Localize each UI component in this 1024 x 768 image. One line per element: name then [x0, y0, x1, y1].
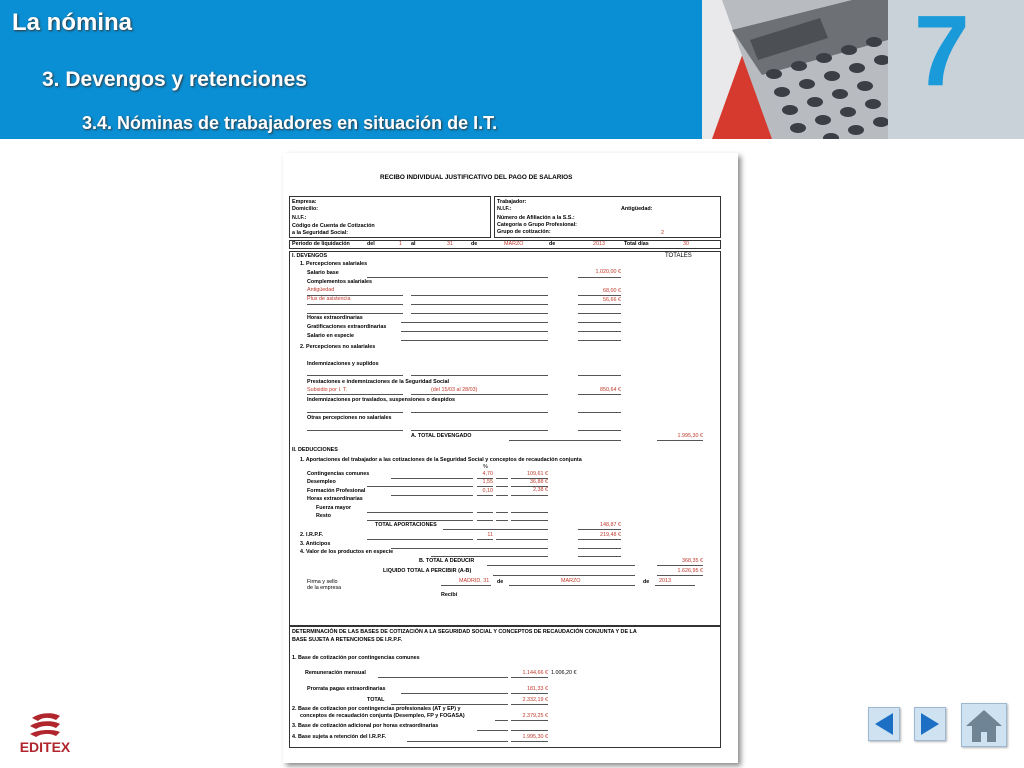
rule	[487, 565, 635, 566]
subsidio-concept: Subsidio por I. T.	[307, 387, 348, 393]
anio-fecha: 2013	[659, 578, 671, 584]
calculator-image	[702, 0, 888, 139]
rule	[493, 575, 635, 576]
rule	[511, 741, 548, 742]
rule	[578, 430, 621, 431]
indemn-traslados: Indemnizaciones por traslados, suspensiones o despidos	[307, 397, 455, 403]
value-del: 1	[399, 241, 402, 247]
remuneracion-value: 1.144,66 €	[522, 670, 548, 676]
rule	[307, 375, 403, 376]
label-antiguedad: Antigüedad:	[621, 206, 653, 212]
bases-heading-1: DETERMINACIÓN DE LAS BASES DE COTIZACIÓN A LA SEGURIDAD SOCIAL Y CONCEPTOS DE RECAUDACIÓN CONJUNTA Y DE LA	[292, 629, 637, 635]
label-trabajador: Trabajador:	[497, 199, 527, 205]
liquido-value: 1.626,95 €	[677, 568, 703, 574]
rule	[401, 331, 548, 332]
desempleo-value: 36,88 €	[530, 479, 548, 485]
rule	[411, 394, 548, 395]
rule	[391, 495, 473, 496]
salario-base-value: 1.020,00 €	[595, 269, 621, 275]
editex-logo	[10, 712, 80, 760]
rule	[511, 512, 548, 513]
rule	[411, 412, 548, 413]
value-mes: MARZO	[504, 241, 524, 247]
next-slide-button[interactable]	[914, 707, 946, 741]
payslip-title: RECIBO INDIVIDUAL JUSTIFICATIVO DEL PAGO DE SALARIOS	[380, 174, 573, 181]
label-del: del	[367, 241, 375, 247]
base-cp-value: 2.379,25 €	[522, 713, 548, 719]
rule	[367, 520, 473, 521]
formacion-profesional: Formación Profesional	[307, 488, 366, 494]
total-devengado-label: A. TOTAL DEVENGADO	[411, 433, 472, 439]
rule	[411, 295, 548, 296]
liquido-label: LIQUIDO TOTAL A PERCIBIR (A-B)	[383, 568, 472, 574]
arrow-left-icon	[869, 708, 899, 740]
subsection-title: 3.4. Nóminas de trabajadores en situación de I.T.	[82, 113, 498, 133]
value-total-dias: 30	[683, 241, 689, 247]
rule	[477, 495, 493, 496]
rule	[367, 486, 473, 487]
fuerza-mayor: Fuerza mayor	[316, 505, 352, 511]
rule	[495, 720, 508, 721]
rule	[477, 486, 493, 487]
rule	[578, 412, 621, 413]
rule	[367, 277, 548, 278]
value-grupo: 2	[661, 230, 664, 236]
label-ccc-2: a la Seguridad Social:	[292, 230, 349, 236]
recibi-label: Recibí	[441, 592, 458, 598]
rule	[367, 512, 473, 513]
rule	[511, 730, 548, 731]
complementos: Complementos salariales	[307, 279, 373, 285]
percent-header: %	[483, 464, 488, 470]
label-periodo: Periodo de liquidación	[292, 241, 350, 247]
rule	[307, 430, 403, 431]
rule	[477, 730, 508, 731]
rule	[657, 565, 703, 566]
plus-value: 56,66 €	[603, 297, 621, 303]
chapter-number: 7	[914, 0, 966, 107]
rule	[401, 340, 548, 341]
cc-percent: 4,70	[482, 471, 493, 477]
rule	[441, 585, 491, 586]
label-de-anio: de	[549, 241, 556, 247]
rule	[496, 512, 508, 513]
rule	[391, 704, 508, 705]
firma-label-1: Firma y sello	[307, 579, 338, 585]
label-de-mes: de	[471, 241, 478, 247]
rule	[511, 704, 548, 705]
bases-total-label: TOTAL	[367, 697, 385, 703]
bases-total-value: 2.332,19 €	[522, 697, 548, 703]
rule	[367, 539, 473, 540]
desempleo: Desempleo	[307, 479, 336, 485]
rule	[578, 529, 621, 530]
rule	[496, 478, 508, 479]
horas-extra: Horas extraordinarias	[307, 315, 363, 321]
rule	[378, 677, 508, 678]
rule	[578, 331, 621, 332]
total-aportaciones-value: 148,87 €	[600, 522, 621, 528]
section-title: 3. Devengos y retenciones	[42, 68, 307, 91]
base-irpf-value: 1.995,30 €	[522, 734, 548, 740]
remuneracion-value-2: 1.006,20 €	[551, 670, 577, 676]
rule	[578, 304, 621, 305]
rule	[307, 394, 403, 395]
rule	[578, 394, 621, 395]
indemnizaciones-suplidos: Indemnizaciones y suplidos	[307, 361, 379, 367]
rule	[391, 478, 473, 479]
label-total-dias: Total días	[624, 241, 649, 247]
rule	[578, 375, 621, 376]
antiguedad-value: 68,00 €	[603, 288, 621, 294]
rule	[477, 539, 493, 540]
editex-logo-mark	[10, 712, 80, 740]
rule	[431, 556, 548, 557]
home-button[interactable]	[961, 703, 1007, 747]
subsidio-period: (del 15/03 al 28/03)	[431, 387, 478, 393]
rule	[578, 556, 621, 557]
anticipos: 3. Anticipos	[300, 541, 331, 547]
horas-extra-ded: Horas extraordinarias	[307, 496, 363, 502]
label-empresa: Empresa:	[292, 199, 317, 205]
rule	[578, 295, 621, 296]
rule	[578, 277, 621, 278]
payslip-document	[283, 153, 738, 763]
label-afiliacion: Número de Afiliación a la S.S.:	[497, 215, 575, 221]
rule	[401, 322, 548, 323]
label-domicilio: Domicilio:	[292, 206, 319, 212]
label-grupo: Grupo de cotización:	[497, 229, 551, 235]
label-categoria: Categoría o Grupo Profesional:	[497, 222, 577, 228]
total-aportaciones-label: TOTAL APORTACIONES	[375, 522, 437, 528]
rule	[509, 585, 635, 586]
label-nif-trabajador: N.I.F.:	[497, 206, 512, 212]
resto: Resto	[316, 513, 331, 519]
rule	[578, 322, 621, 323]
rule	[578, 340, 621, 341]
base-cp-1: 2. Base de cotizacion por contingencias profesionales (AT y EP) y	[292, 706, 461, 712]
fp-value: 2,38 €	[533, 487, 548, 493]
bases-heading-2: BASE SUJETA A RETENCIONES DE I.R.P.F.	[292, 637, 403, 643]
desempleo-percent: 1,55	[482, 479, 493, 485]
base-irpf: 4. Base sujeta a retención del I.R.P.F.	[292, 734, 386, 740]
total-deducir-value: 368,35 €	[682, 558, 703, 564]
rule	[401, 693, 508, 694]
rule	[578, 539, 621, 540]
salario-base: Salario base	[307, 270, 339, 276]
remuneracion-mensual: Remuneración mensual	[305, 670, 366, 676]
label-ccc-1: Código de Cuenta de Cotización	[292, 223, 375, 229]
plus-concept: Plus de asistencia	[307, 296, 351, 302]
devengos-heading: I. DEVENGOS	[292, 253, 328, 259]
gratificaciones: Gratificaciones extraordinarias	[307, 324, 387, 330]
arrow-right-icon	[915, 708, 945, 740]
irpf-value: 219,48 €	[600, 532, 621, 538]
aportaciones-heading: 1. Aportaciones del trabajador a las cotizaciones de la Seguridad Social y conceptos de recaudación conjunta	[300, 457, 582, 463]
cc-value: 109,61 €	[527, 471, 548, 477]
rule	[307, 412, 403, 413]
rule	[411, 304, 548, 305]
home-icon	[962, 704, 1006, 746]
value-anio: 2013	[593, 241, 605, 247]
rule	[411, 430, 548, 431]
rule	[496, 495, 508, 496]
firma-label-2: de la empresa	[307, 585, 342, 591]
rule	[443, 529, 548, 530]
prorrata-value: 181,33 €	[527, 686, 548, 692]
salario-especie: Salario en especie	[307, 333, 355, 339]
label-al: al	[411, 241, 416, 247]
total-devengado-value: 1.995,30 €	[677, 433, 703, 439]
base-horas-extra: 3. Base de cotización adicional por horas extraordinarias	[292, 723, 439, 729]
rule	[511, 693, 548, 694]
rule	[496, 486, 508, 487]
rule	[511, 495, 548, 496]
antiguedad-concept: Antigüedad	[307, 287, 335, 293]
rule	[407, 741, 508, 742]
rule	[657, 440, 703, 441]
rule	[477, 520, 493, 521]
rule	[578, 313, 621, 314]
otras-percepciones: Otras percepciones no salariales	[307, 415, 392, 421]
irpf-label: 2. I.R.P.F.	[300, 532, 323, 538]
base-cc: 1. Base de cotización por contingencias comunes	[292, 655, 420, 661]
rule	[307, 304, 403, 305]
productos-especie: 4. Valor de los productos en especie	[300, 549, 394, 555]
rule	[511, 720, 548, 721]
fp-percent: 0,10	[482, 488, 493, 494]
rule	[496, 520, 508, 521]
irpf-percent: 11	[487, 532, 493, 538]
label-de-fecha-2: de	[643, 579, 650, 585]
contingencias-comunes: Contingencias comunes	[307, 471, 370, 477]
prorrata-label: Prorrata pagas extraordinarias	[307, 686, 386, 692]
label-de-fecha-1: de	[497, 579, 504, 585]
rule	[511, 520, 548, 521]
rule	[411, 375, 548, 376]
editex-logo-text: EDITEX	[19, 739, 71, 755]
lugar-fecha: MADRID, 31	[459, 578, 490, 584]
rule	[411, 313, 548, 314]
rule	[307, 313, 403, 314]
deducciones-heading: II. DEDUCCIONES	[292, 447, 338, 453]
rule	[391, 548, 548, 549]
base-cp-2: conceptos de recaudación conjunta (Desempleo, FP y FOGASA)	[300, 713, 465, 719]
chapter-panel	[888, 0, 1024, 139]
rule	[511, 677, 548, 678]
mes-fecha: MARZO	[561, 578, 581, 584]
prev-slide-button[interactable]	[868, 707, 900, 741]
rule	[655, 585, 695, 586]
rule	[578, 548, 621, 549]
totales-heading: TOTALES	[665, 253, 692, 259]
prestaciones-ss: Prestaciones e indemnizaciones de la Seguridad Social	[307, 379, 450, 385]
subsidio-value: 850,64 €	[600, 387, 621, 393]
perc-salariales: 1. Percepciones salariales	[300, 261, 368, 267]
value-al: 31	[447, 241, 453, 247]
slide-title: La nómina	[12, 9, 133, 36]
rule	[509, 440, 621, 441]
rule	[496, 539, 548, 540]
rule	[477, 512, 493, 513]
label-nif-empresa: N.I.F.:	[292, 215, 307, 221]
rule	[657, 575, 703, 576]
total-deducir-label: B. TOTAL A DEDUCIR	[419, 558, 475, 564]
perc-no-salariales: 2. Percepciones no salariales	[300, 344, 376, 350]
slide-header	[0, 0, 1024, 139]
